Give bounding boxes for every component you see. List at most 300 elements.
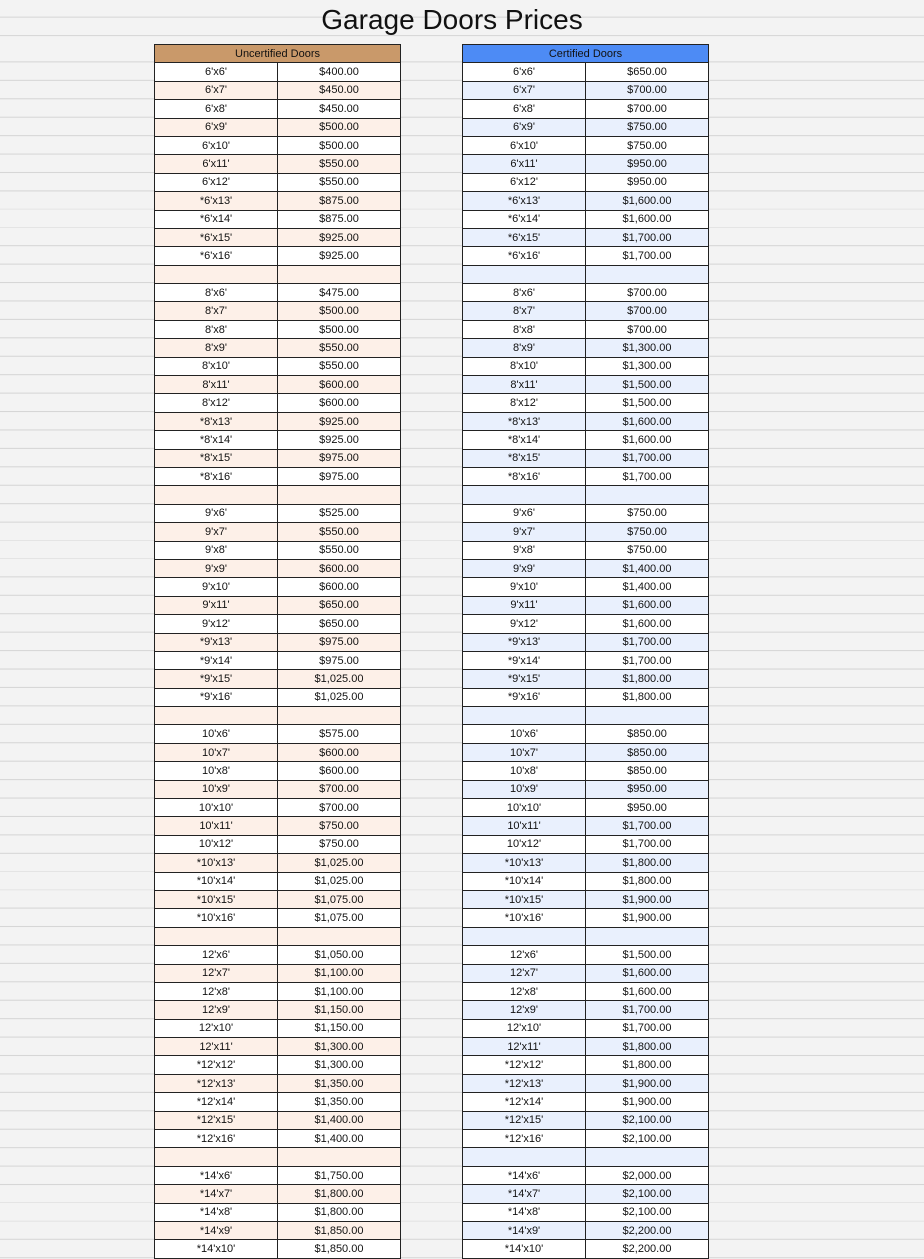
table-row bbox=[155, 780, 401, 798]
size-cell[interactable]: 12'x8' bbox=[463, 982, 586, 1000]
size-cell[interactable]: *14'x8' bbox=[155, 1203, 278, 1221]
price-cell[interactable]: $1,700.00 bbox=[586, 817, 709, 835]
price-cell[interactable]: $1,700.00 bbox=[586, 1001, 709, 1019]
price-cell[interactable]: $1,300.00 bbox=[586, 339, 709, 357]
size-cell[interactable]: *6'x13' bbox=[463, 192, 586, 210]
size-cell[interactable]: *10'x15' bbox=[463, 890, 586, 908]
size-cell[interactable]: 9'x9' bbox=[463, 559, 586, 577]
price-cell[interactable]: $1,050.00 bbox=[278, 946, 401, 964]
table-row bbox=[155, 339, 401, 357]
price-cell[interactable]: $975.00 bbox=[278, 449, 401, 467]
size-cell[interactable]: *12'x13' bbox=[463, 1074, 586, 1092]
size-cell[interactable]: 12'x9' bbox=[155, 1001, 278, 1019]
size-cell[interactable]: 6'x11' bbox=[155, 155, 278, 173]
size-cell[interactable]: 10'x8' bbox=[463, 762, 586, 780]
price-cell[interactable]: $1,400.00 bbox=[278, 1130, 401, 1148]
table-row bbox=[155, 670, 401, 688]
size-cell[interactable]: *12'x12' bbox=[155, 1056, 278, 1074]
empty-cell[interactable] bbox=[278, 265, 401, 283]
price-cell[interactable]: $1,500.00 bbox=[586, 376, 709, 394]
price-cell[interactable]: $1,600.00 bbox=[586, 431, 709, 449]
table-row bbox=[155, 1166, 401, 1184]
price-cell[interactable]: $1,800.00 bbox=[278, 1185, 401, 1203]
price-cell[interactable]: $1,075.00 bbox=[278, 909, 401, 927]
price-cell[interactable]: $1,700.00 bbox=[586, 1019, 709, 1037]
price-cell[interactable]: $925.00 bbox=[278, 431, 401, 449]
size-cell[interactable]: 9'x7' bbox=[463, 523, 586, 541]
price-cell[interactable]: $750.00 bbox=[586, 541, 709, 559]
table-row bbox=[463, 1001, 709, 1019]
price-cell[interactable]: $550.00 bbox=[278, 173, 401, 191]
table-row bbox=[155, 596, 401, 614]
price-cell[interactable]: $1,600.00 bbox=[586, 982, 709, 1000]
table-row bbox=[155, 799, 401, 817]
size-cell[interactable]: 12'x11' bbox=[463, 1038, 586, 1056]
size-cell[interactable]: *14'x9' bbox=[463, 1222, 586, 1240]
size-cell[interactable]: 8'x10' bbox=[463, 357, 586, 375]
size-cell[interactable]: 6'x10' bbox=[463, 136, 586, 154]
table-row bbox=[155, 909, 401, 927]
price-cell[interactable]: $600.00 bbox=[278, 578, 401, 596]
empty-cell[interactable] bbox=[278, 1148, 401, 1166]
size-cell[interactable]: *6'x14' bbox=[155, 210, 278, 228]
price-cell[interactable]: $875.00 bbox=[278, 192, 401, 210]
size-cell[interactable]: *9'x15' bbox=[155, 670, 278, 688]
size-cell[interactable]: 6'x6' bbox=[155, 63, 278, 81]
size-cell[interactable]: 10'x6' bbox=[463, 725, 586, 743]
price-cell[interactable]: $700.00 bbox=[278, 780, 401, 798]
table-row bbox=[463, 1203, 709, 1221]
size-cell[interactable]: 9'x10' bbox=[463, 578, 586, 596]
price-cell[interactable]: $550.00 bbox=[278, 339, 401, 357]
table-row bbox=[155, 1111, 401, 1129]
price-cell[interactable]: $1,400.00 bbox=[278, 1111, 401, 1129]
price-cell[interactable]: $950.00 bbox=[586, 155, 709, 173]
price-cell[interactable]: $1,700.00 bbox=[586, 467, 709, 485]
price-cell[interactable]: $1,100.00 bbox=[278, 982, 401, 1000]
price-cell[interactable]: $1,600.00 bbox=[586, 964, 709, 982]
price-cell[interactable]: $1,900.00 bbox=[586, 1074, 709, 1092]
size-cell[interactable]: 6'x9' bbox=[463, 118, 586, 136]
price-cell[interactable]: $1,800.00 bbox=[586, 688, 709, 706]
price-cell[interactable]: $1,800.00 bbox=[586, 854, 709, 872]
size-cell[interactable]: *12'x13' bbox=[155, 1074, 278, 1092]
price-cell[interactable]: $2,100.00 bbox=[586, 1203, 709, 1221]
size-cell[interactable]: *14'x9' bbox=[155, 1222, 278, 1240]
size-cell[interactable]: *10'x14' bbox=[155, 872, 278, 890]
size-cell[interactable]: 10'x7' bbox=[155, 743, 278, 761]
size-cell[interactable]: *9'x16' bbox=[463, 688, 586, 706]
table-row bbox=[463, 982, 709, 1000]
size-cell[interactable]: *12'x16' bbox=[155, 1130, 278, 1148]
price-cell[interactable]: $700.00 bbox=[586, 302, 709, 320]
size-cell[interactable]: *14'x7' bbox=[463, 1185, 586, 1203]
price-cell[interactable]: $650.00 bbox=[586, 63, 709, 81]
price-cell[interactable]: $2,000.00 bbox=[586, 1166, 709, 1184]
price-cell[interactable]: $600.00 bbox=[278, 394, 401, 412]
size-cell[interactable]: 8'x6' bbox=[155, 284, 278, 302]
empty-cell[interactable] bbox=[586, 265, 709, 283]
empty-cell[interactable] bbox=[586, 1148, 709, 1166]
price-cell[interactable]: $850.00 bbox=[586, 762, 709, 780]
price-cell[interactable]: $2,100.00 bbox=[586, 1111, 709, 1129]
price-cell[interactable]: $950.00 bbox=[586, 780, 709, 798]
size-cell[interactable]: 6'x12' bbox=[463, 173, 586, 191]
table-row bbox=[463, 559, 709, 577]
size-cell[interactable]: *10'x13' bbox=[463, 854, 586, 872]
price-cell[interactable]: $1,800.00 bbox=[586, 1056, 709, 1074]
size-cell[interactable]: 8'x12' bbox=[155, 394, 278, 412]
size-cell[interactable]: 9'x11' bbox=[463, 596, 586, 614]
empty-cell[interactable] bbox=[586, 927, 709, 945]
size-cell[interactable]: 9'x6' bbox=[463, 504, 586, 522]
table-row bbox=[155, 946, 401, 964]
price-cell[interactable]: $500.00 bbox=[278, 136, 401, 154]
empty-cell[interactable] bbox=[463, 927, 586, 945]
price-cell[interactable]: $500.00 bbox=[278, 118, 401, 136]
price-cell[interactable]: $1,350.00 bbox=[278, 1093, 401, 1111]
table-row bbox=[463, 228, 709, 246]
size-cell[interactable]: *10'x15' bbox=[155, 890, 278, 908]
table-row bbox=[155, 449, 401, 467]
price-cell[interactable]: $1,600.00 bbox=[586, 412, 709, 430]
size-cell[interactable]: 9'x8' bbox=[463, 541, 586, 559]
price-cell[interactable]: $750.00 bbox=[278, 835, 401, 853]
price-cell[interactable]: $600.00 bbox=[278, 376, 401, 394]
size-cell[interactable]: *12'x15' bbox=[463, 1111, 586, 1129]
price-cell[interactable]: $950.00 bbox=[586, 173, 709, 191]
size-cell[interactable]: 12'x11' bbox=[155, 1038, 278, 1056]
price-cell[interactable]: $975.00 bbox=[278, 633, 401, 651]
size-cell[interactable]: 10'x10' bbox=[463, 799, 586, 817]
price-cell[interactable]: $550.00 bbox=[278, 357, 401, 375]
table-row bbox=[155, 982, 401, 1000]
price-cell[interactable]: $1,700.00 bbox=[586, 633, 709, 651]
price-cell[interactable]: $1,300.00 bbox=[278, 1056, 401, 1074]
price-cell[interactable]: $525.00 bbox=[278, 504, 401, 522]
price-cell[interactable]: $1,800.00 bbox=[278, 1203, 401, 1221]
size-cell[interactable]: *14'x10' bbox=[155, 1240, 278, 1258]
price-cell[interactable]: $700.00 bbox=[586, 284, 709, 302]
size-cell[interactable]: *14'x8' bbox=[463, 1203, 586, 1221]
price-cell[interactable]: $750.00 bbox=[586, 136, 709, 154]
price-cell[interactable]: $1,025.00 bbox=[278, 854, 401, 872]
size-cell[interactable]: 12'x7' bbox=[463, 964, 586, 982]
size-cell[interactable]: 9'x12' bbox=[155, 615, 278, 633]
empty-cell[interactable] bbox=[463, 1148, 586, 1166]
size-cell[interactable]: 12'x7' bbox=[155, 964, 278, 982]
price-cell[interactable]: $1,075.00 bbox=[278, 890, 401, 908]
price-cell[interactable]: $2,100.00 bbox=[586, 1130, 709, 1148]
table-row bbox=[463, 946, 709, 964]
size-cell[interactable]: 8'x9' bbox=[463, 339, 586, 357]
price-cell[interactable]: $1,700.00 bbox=[586, 449, 709, 467]
size-cell[interactable]: *8'x13' bbox=[155, 412, 278, 430]
size-cell[interactable]: 10'x7' bbox=[463, 743, 586, 761]
uncertified-header[interactable]: Uncertified Doors bbox=[155, 45, 401, 63]
empty-cell[interactable] bbox=[463, 707, 586, 725]
size-cell[interactable]: *8'x14' bbox=[155, 431, 278, 449]
size-cell[interactable]: *14'x10' bbox=[463, 1240, 586, 1258]
table-row bbox=[463, 670, 709, 688]
table-row bbox=[463, 633, 709, 651]
size-cell[interactable]: 6'x6' bbox=[463, 63, 586, 81]
price-cell[interactable]: $500.00 bbox=[278, 302, 401, 320]
size-cell[interactable]: 6'x7' bbox=[463, 81, 586, 99]
price-cell[interactable]: $750.00 bbox=[586, 504, 709, 522]
size-cell[interactable]: 8'x8' bbox=[463, 320, 586, 338]
price-cell[interactable]: $600.00 bbox=[278, 762, 401, 780]
size-cell[interactable]: *14'x7' bbox=[155, 1185, 278, 1203]
empty-cell[interactable] bbox=[463, 486, 586, 504]
price-cell[interactable]: $750.00 bbox=[586, 523, 709, 541]
table-row bbox=[463, 890, 709, 908]
table-row bbox=[155, 118, 401, 136]
size-cell[interactable]: 8'x12' bbox=[463, 394, 586, 412]
price-cell[interactable]: $1,900.00 bbox=[586, 909, 709, 927]
empty-cell[interactable] bbox=[155, 707, 278, 725]
price-cell[interactable]: $1,800.00 bbox=[586, 670, 709, 688]
size-cell[interactable]: *9'x13' bbox=[463, 633, 586, 651]
price-cell[interactable]: $700.00 bbox=[586, 100, 709, 118]
size-cell[interactable]: 6'x10' bbox=[155, 136, 278, 154]
price-cell[interactable]: $1,025.00 bbox=[278, 872, 401, 890]
price-cell[interactable]: $600.00 bbox=[278, 743, 401, 761]
price-cell[interactable]: $1,500.00 bbox=[586, 946, 709, 964]
table-row bbox=[155, 284, 401, 302]
size-cell[interactable]: 9'x6' bbox=[155, 504, 278, 522]
price-cell[interactable]: $925.00 bbox=[278, 247, 401, 265]
size-cell[interactable]: 10'x10' bbox=[155, 799, 278, 817]
size-cell[interactable]: *6'x13' bbox=[155, 192, 278, 210]
price-cell[interactable]: $1,500.00 bbox=[586, 394, 709, 412]
price-cell[interactable]: $1,300.00 bbox=[586, 357, 709, 375]
table-row bbox=[463, 449, 709, 467]
price-cell[interactable]: $1,025.00 bbox=[278, 670, 401, 688]
table-row bbox=[463, 799, 709, 817]
spacer-row bbox=[463, 265, 709, 283]
price-cell[interactable]: $550.00 bbox=[278, 523, 401, 541]
price-cell[interactable]: $1,025.00 bbox=[278, 688, 401, 706]
size-cell[interactable]: 9'x10' bbox=[155, 578, 278, 596]
table-row bbox=[155, 155, 401, 173]
size-cell[interactable]: 8'x9' bbox=[155, 339, 278, 357]
price-cell[interactable]: $1,150.00 bbox=[278, 1019, 401, 1037]
price-cell[interactable]: $400.00 bbox=[278, 63, 401, 81]
size-cell[interactable]: *6'x16' bbox=[463, 247, 586, 265]
empty-cell[interactable] bbox=[155, 486, 278, 504]
size-cell[interactable]: *8'x16' bbox=[463, 467, 586, 485]
size-cell[interactable]: *12'x16' bbox=[463, 1130, 586, 1148]
size-cell[interactable]: 6'x12' bbox=[155, 173, 278, 191]
size-cell[interactable]: *12'x15' bbox=[155, 1111, 278, 1129]
size-cell[interactable]: 12'x10' bbox=[463, 1019, 586, 1037]
price-cell[interactable]: $450.00 bbox=[278, 100, 401, 118]
size-cell[interactable]: *10'x16' bbox=[155, 909, 278, 927]
price-cell[interactable]: $1,850.00 bbox=[278, 1240, 401, 1258]
size-cell[interactable]: *8'x16' bbox=[155, 467, 278, 485]
price-cell[interactable]: $1,700.00 bbox=[586, 228, 709, 246]
size-cell[interactable]: 9'x12' bbox=[463, 615, 586, 633]
empty-cell[interactable] bbox=[155, 1148, 278, 1166]
certified-header[interactable]: Certified Doors bbox=[463, 45, 709, 63]
price-cell[interactable]: $1,600.00 bbox=[586, 596, 709, 614]
price-cell[interactable]: $975.00 bbox=[278, 651, 401, 669]
size-cell[interactable]: 9'x8' bbox=[155, 541, 278, 559]
size-cell[interactable]: 8'x10' bbox=[155, 357, 278, 375]
table-row bbox=[155, 651, 401, 669]
price-cell[interactable]: $1,750.00 bbox=[278, 1166, 401, 1184]
price-cell[interactable]: $850.00 bbox=[586, 743, 709, 761]
price-cell[interactable]: $1,700.00 bbox=[586, 835, 709, 853]
price-cell[interactable]: $1,350.00 bbox=[278, 1074, 401, 1092]
price-cell[interactable]: $850.00 bbox=[586, 725, 709, 743]
price-cell[interactable]: $750.00 bbox=[586, 118, 709, 136]
price-cell[interactable]: $700.00 bbox=[278, 799, 401, 817]
table-row bbox=[463, 651, 709, 669]
size-cell[interactable]: *14'x6' bbox=[463, 1166, 586, 1184]
size-cell[interactable]: 8'x6' bbox=[463, 284, 586, 302]
size-cell[interactable]: *6'x14' bbox=[463, 210, 586, 228]
price-cell[interactable]: $1,600.00 bbox=[586, 615, 709, 633]
size-cell[interactable]: 8'x11' bbox=[463, 376, 586, 394]
size-cell[interactable]: 12'x6' bbox=[155, 946, 278, 964]
size-cell[interactable]: 6'x8' bbox=[463, 100, 586, 118]
size-cell[interactable]: *8'x14' bbox=[463, 431, 586, 449]
empty-cell[interactable] bbox=[155, 265, 278, 283]
size-cell[interactable]: 12'x9' bbox=[463, 1001, 586, 1019]
price-cell[interactable]: $925.00 bbox=[278, 412, 401, 430]
size-cell[interactable]: *6'x15' bbox=[463, 228, 586, 246]
size-cell[interactable]: *12'x14' bbox=[155, 1093, 278, 1111]
price-cell[interactable]: $1,150.00 bbox=[278, 1001, 401, 1019]
price-cell[interactable]: $475.00 bbox=[278, 284, 401, 302]
price-cell[interactable]: $550.00 bbox=[278, 541, 401, 559]
price-cell[interactable]: $1,100.00 bbox=[278, 964, 401, 982]
price-cell[interactable]: $2,200.00 bbox=[586, 1240, 709, 1258]
table-row bbox=[463, 192, 709, 210]
size-cell[interactable]: 10'x9' bbox=[155, 780, 278, 798]
price-cell[interactable]: $1,900.00 bbox=[586, 890, 709, 908]
price-cell[interactable]: $700.00 bbox=[586, 320, 709, 338]
size-cell[interactable]: 12'x8' bbox=[155, 982, 278, 1000]
price-cell[interactable]: $550.00 bbox=[278, 155, 401, 173]
price-cell[interactable]: $950.00 bbox=[586, 799, 709, 817]
size-cell[interactable]: 10'x9' bbox=[463, 780, 586, 798]
price-cell[interactable]: $650.00 bbox=[278, 615, 401, 633]
size-cell[interactable]: *9'x14' bbox=[155, 651, 278, 669]
empty-cell[interactable] bbox=[278, 486, 401, 504]
price-cell[interactable]: $750.00 bbox=[278, 817, 401, 835]
price-cell[interactable]: $1,850.00 bbox=[278, 1222, 401, 1240]
size-cell[interactable]: 12'x10' bbox=[155, 1019, 278, 1037]
size-cell[interactable]: *6'x15' bbox=[155, 228, 278, 246]
price-cell[interactable]: $1,800.00 bbox=[586, 872, 709, 890]
price-cell[interactable]: $1,300.00 bbox=[278, 1038, 401, 1056]
price-cell[interactable]: $1,400.00 bbox=[586, 559, 709, 577]
price-cell[interactable]: $1,700.00 bbox=[586, 651, 709, 669]
size-cell[interactable]: *9'x14' bbox=[463, 651, 586, 669]
size-cell[interactable]: *12'x14' bbox=[463, 1093, 586, 1111]
size-cell[interactable]: 10'x11' bbox=[155, 817, 278, 835]
size-cell[interactable]: *9'x13' bbox=[155, 633, 278, 651]
table-row bbox=[155, 559, 401, 577]
price-cell[interactable]: $575.00 bbox=[278, 725, 401, 743]
price-cell[interactable]: $600.00 bbox=[278, 559, 401, 577]
price-cell[interactable]: $2,100.00 bbox=[586, 1185, 709, 1203]
price-cell[interactable]: $1,600.00 bbox=[586, 192, 709, 210]
size-cell[interactable]: 9'x11' bbox=[155, 596, 278, 614]
price-cell[interactable]: $1,600.00 bbox=[586, 210, 709, 228]
size-cell[interactable]: 10'x12' bbox=[155, 835, 278, 853]
table-row bbox=[463, 118, 709, 136]
price-cell[interactable]: $1,800.00 bbox=[586, 1038, 709, 1056]
size-cell[interactable]: 6'x11' bbox=[463, 155, 586, 173]
size-cell[interactable]: 9'x7' bbox=[155, 523, 278, 541]
price-cell[interactable]: $1,900.00 bbox=[586, 1093, 709, 1111]
table-row bbox=[155, 320, 401, 338]
table-row bbox=[155, 743, 401, 761]
size-cell[interactable]: *10'x16' bbox=[463, 909, 586, 927]
empty-cell[interactable] bbox=[278, 927, 401, 945]
uncertified-doors-table bbox=[154, 44, 401, 1259]
empty-cell[interactable] bbox=[155, 927, 278, 945]
size-cell[interactable]: *9'x15' bbox=[463, 670, 586, 688]
spacer-row bbox=[463, 707, 709, 725]
size-cell[interactable]: 8'x7' bbox=[463, 302, 586, 320]
size-cell[interactable]: *9'x16' bbox=[155, 688, 278, 706]
size-cell[interactable]: 8'x8' bbox=[155, 320, 278, 338]
size-cell[interactable]: 8'x7' bbox=[155, 302, 278, 320]
size-cell[interactable]: 6'x7' bbox=[155, 81, 278, 99]
size-cell[interactable]: *8'x15' bbox=[155, 449, 278, 467]
size-cell[interactable]: 9'x9' bbox=[155, 559, 278, 577]
price-cell[interactable]: $700.00 bbox=[586, 81, 709, 99]
price-cell[interactable]: $1,700.00 bbox=[586, 247, 709, 265]
table-row bbox=[155, 100, 401, 118]
price-cell[interactable]: $450.00 bbox=[278, 81, 401, 99]
price-cell[interactable]: $925.00 bbox=[278, 228, 401, 246]
price-cell[interactable]: $875.00 bbox=[278, 210, 401, 228]
size-cell[interactable]: 12'x6' bbox=[463, 946, 586, 964]
empty-cell[interactable] bbox=[278, 707, 401, 725]
size-cell[interactable]: *10'x14' bbox=[463, 872, 586, 890]
price-cell[interactable]: $500.00 bbox=[278, 320, 401, 338]
price-cell[interactable]: $1,400.00 bbox=[586, 578, 709, 596]
size-cell[interactable]: *8'x15' bbox=[463, 449, 586, 467]
size-cell[interactable]: 10'x6' bbox=[155, 725, 278, 743]
size-cell[interactable]: *10'x13' bbox=[155, 854, 278, 872]
size-cell[interactable]: *8'x13' bbox=[463, 412, 586, 430]
size-cell[interactable]: 8'x11' bbox=[155, 376, 278, 394]
table-row bbox=[463, 173, 709, 191]
size-cell[interactable]: *14'x6' bbox=[155, 1166, 278, 1184]
size-cell[interactable]: 10'x11' bbox=[463, 817, 586, 835]
size-cell[interactable]: *12'x12' bbox=[463, 1056, 586, 1074]
size-cell[interactable]: 10'x8' bbox=[155, 762, 278, 780]
size-cell[interactable]: 6'x9' bbox=[155, 118, 278, 136]
table-row bbox=[155, 210, 401, 228]
empty-cell[interactable] bbox=[586, 707, 709, 725]
empty-cell[interactable] bbox=[463, 265, 586, 283]
price-cell[interactable]: $2,200.00 bbox=[586, 1222, 709, 1240]
size-cell[interactable]: 10'x12' bbox=[463, 835, 586, 853]
empty-cell[interactable] bbox=[586, 486, 709, 504]
size-cell[interactable]: *6'x16' bbox=[155, 247, 278, 265]
size-cell[interactable]: 6'x8' bbox=[155, 100, 278, 118]
price-cell[interactable]: $650.00 bbox=[278, 596, 401, 614]
price-cell[interactable]: $975.00 bbox=[278, 467, 401, 485]
